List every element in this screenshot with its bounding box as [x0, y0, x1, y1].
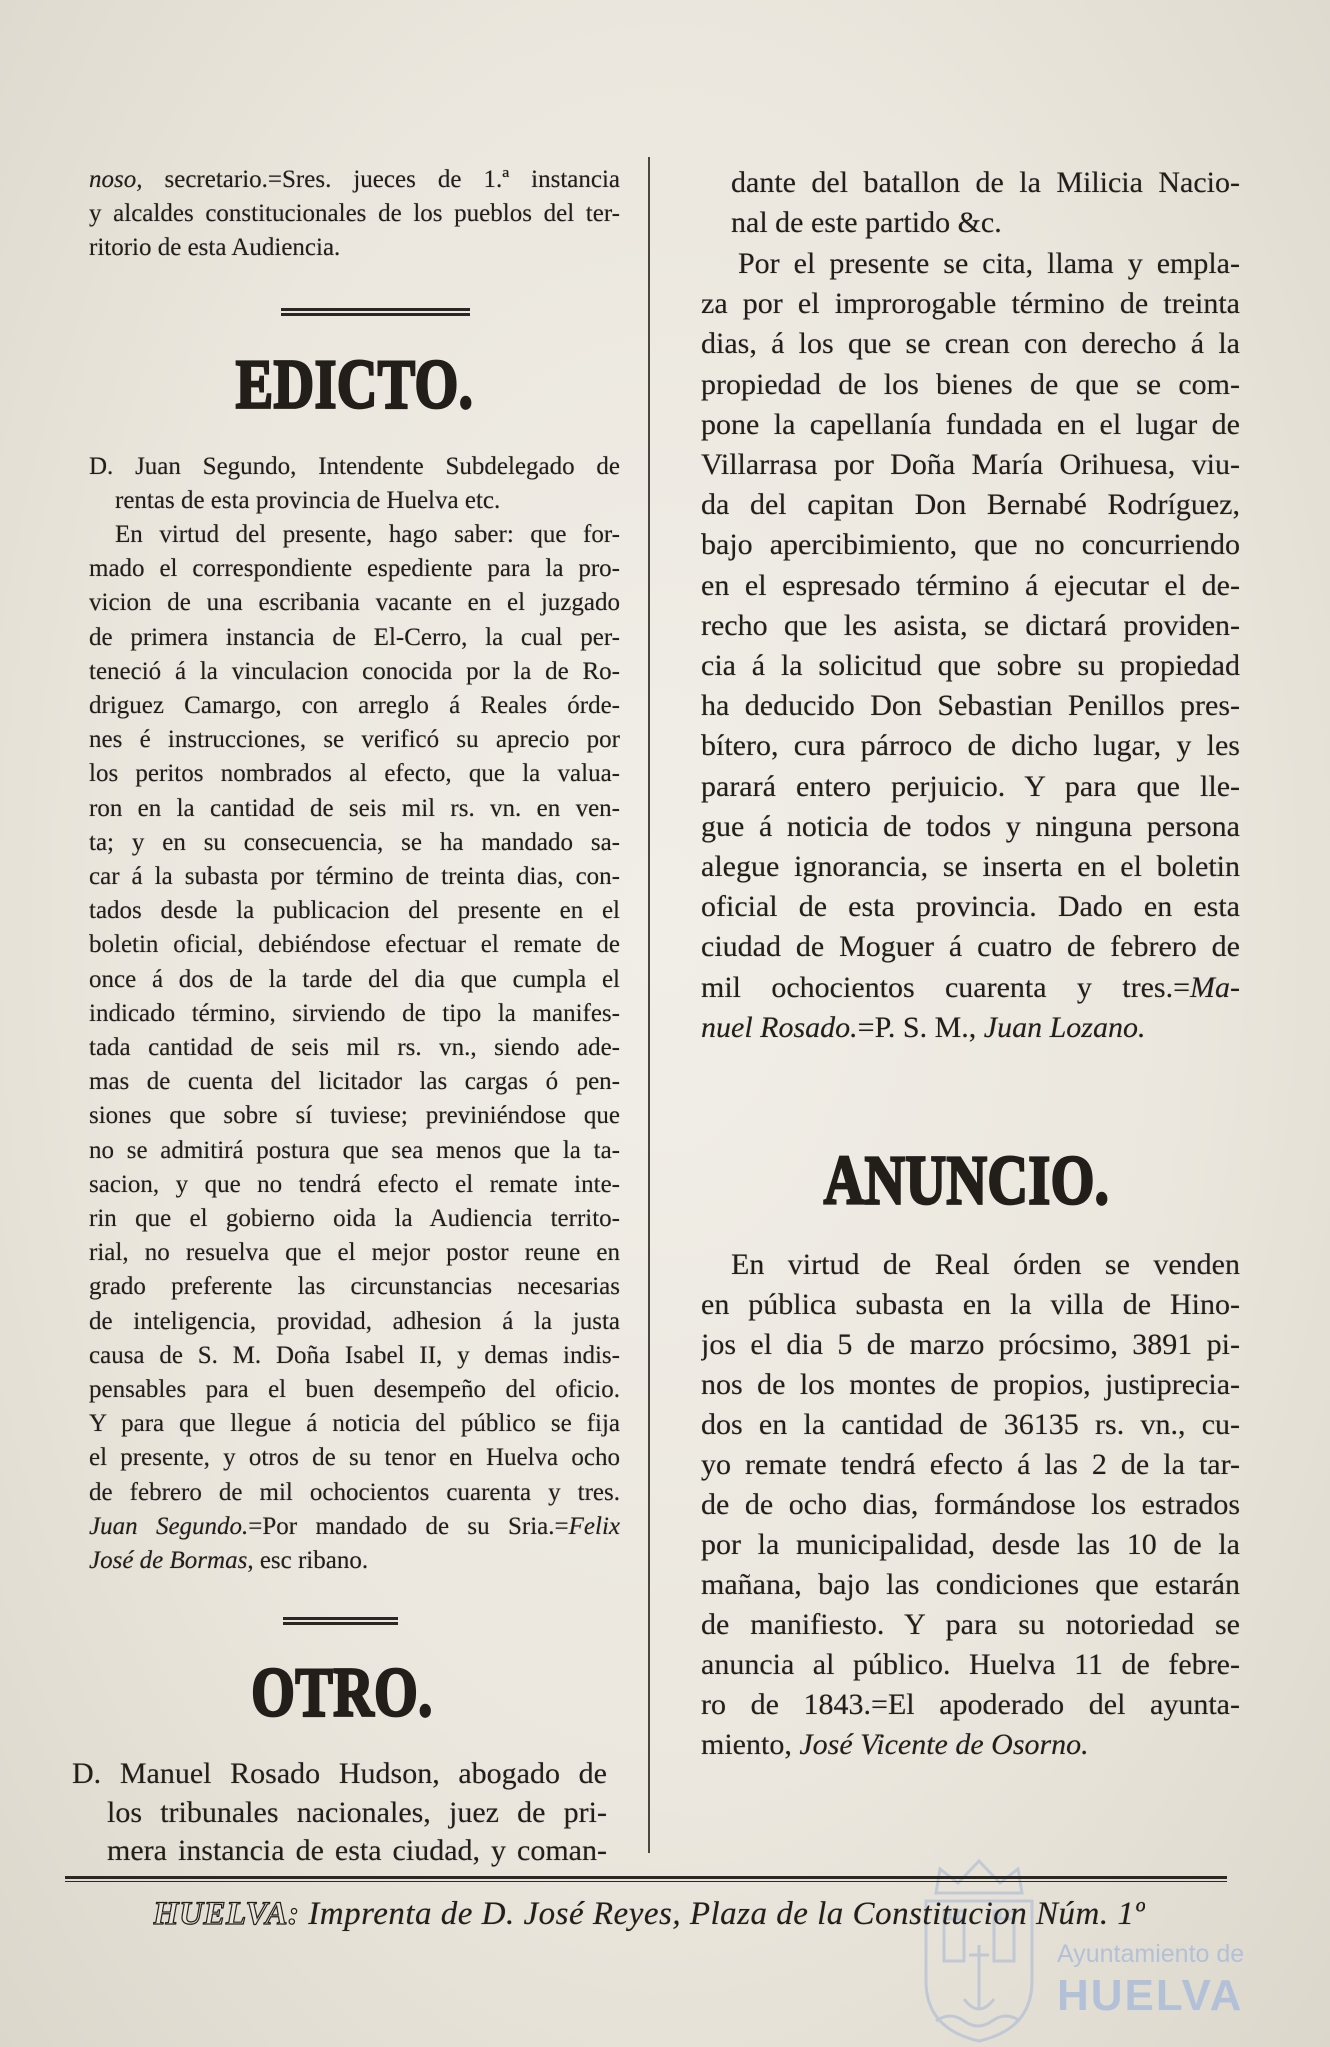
anuncio-heading: ANUNCIO.: [823, 1142, 1110, 1220]
text-segment: gue á noticia de todos y ninguna persona: [701, 809, 1240, 843]
text-segment: car á la subasta por término de treinta dias, con-: [89, 863, 620, 891]
text-segment: no se admitirá postura que sea menos que la ta-: [89, 1136, 620, 1164]
watermark-text-line2: HUELVA: [1057, 1971, 1244, 2020]
text-segment: ta; y en su consecuencia, se ha mandado sa-: [89, 828, 620, 856]
text-line: [701, 1365, 1240, 1405]
text-segment: bítero, cura párroco de dicho lugar, y les: [701, 729, 1240, 763]
text-line: [701, 485, 1240, 525]
text-segment: de febrero de mil ochocientos cuarenta y tres.: [89, 1478, 620, 1506]
text-segment: sacion, y que no tendrá efecto el remate inte-: [89, 1170, 620, 1198]
text-segment: ciudad de Moguer á cuatro de febrero de: [701, 930, 1240, 964]
text-segment: cia á la solicitud que sobre su propiedad: [701, 649, 1240, 683]
text-segment: dante del batallon de la Milicia Nacio-: [731, 166, 1240, 199]
text-line: [89, 1236, 620, 1270]
text-segment: alegue ignorancia, se inserta en el boletin: [701, 850, 1240, 884]
text-segment: de de ocho dias, formándose los estrados: [701, 1488, 1240, 1521]
text-segment: Por el presente se cita, llama y empla-: [738, 247, 1240, 280]
text-line: [701, 1405, 1240, 1445]
text-line: [701, 726, 1240, 766]
text-line: [89, 1407, 620, 1441]
text-segment: parará entero perjuicio. Y para que lle-: [701, 769, 1240, 803]
text-segment: Villarrasa por Doña María Orihuesa, viu-: [701, 448, 1240, 482]
text-line: [701, 847, 1240, 887]
text-segment: causa de S. M. Doña Isabel II, y demas indis-: [89, 1341, 620, 1369]
text-line: [72, 1794, 607, 1833]
text-line: [89, 552, 620, 586]
edicto-body: [89, 518, 620, 1578]
text-line: [701, 1565, 1240, 1605]
text-line: [701, 284, 1240, 324]
text-line: [89, 1031, 620, 1065]
text-line: [89, 1168, 620, 1202]
watermark-text-line1: Ayuntamiento de: [1057, 1940, 1245, 1968]
text-segment: ritorio de esta Audiencia.: [89, 234, 341, 261]
italic-text: nuel Rosado.: [701, 1010, 858, 1044]
text-line: [701, 1485, 1240, 1525]
text-segment: rial, no resuelva que el mejor postor reune en: [89, 1239, 620, 1267]
text-line: [701, 767, 1240, 807]
text-segment: vicion de una escribania vacante en el juzgado: [89, 589, 620, 617]
text-segment: dos en la cantidad de 36135 rs. vn., cu-: [701, 1408, 1240, 1441]
text-line: [701, 1445, 1240, 1485]
text-segment: rentas de esta provincia de Huelva etc.: [115, 487, 501, 515]
text-line: [701, 566, 1240, 606]
text-line: [731, 203, 1240, 243]
text-line: [701, 1525, 1240, 1565]
otro-heading: OTRO.: [251, 1654, 433, 1732]
text-segment: los tribunales nacionales, juez de pri-: [107, 1795, 607, 1829]
imprint-text: Imprenta de D. José Reyes, Plaza de la Constitucion Núm. 1º: [308, 1896, 1146, 1932]
text-line: [89, 1510, 620, 1544]
text-line: [89, 586, 620, 620]
text-line: [89, 163, 620, 197]
text-line: [89, 792, 620, 826]
text-segment: En virtud de Real órden se venden: [731, 1248, 1240, 1281]
text-segment: tados desde la publicacion del presente en el: [89, 897, 620, 925]
italic-text: Juan Segundo.: [89, 1512, 249, 1540]
edicto-intro: [89, 450, 620, 518]
text-line: [701, 1605, 1240, 1645]
text-segment: da del capitan Don Bernabé Rodríguez,: [701, 488, 1240, 522]
italic-text: noso,: [89, 166, 143, 193]
otro-body: [701, 244, 1240, 1048]
text-line: [701, 1285, 1240, 1325]
text-segment: za por el improrogable término de treinta: [701, 287, 1240, 321]
text-segment: nal de este partido &c.: [731, 206, 1002, 240]
text-line: [89, 1339, 620, 1373]
text-segment: bajo apercibimiento, que no concurriendo: [701, 528, 1240, 562]
text-line: [701, 927, 1240, 967]
text-segment: dias, á los que se crean con derecho á la: [701, 327, 1240, 361]
text-line: [701, 445, 1240, 485]
italic-text: Juan Lozano.: [983, 1010, 1146, 1044]
text-line: [701, 1325, 1240, 1365]
text-line: [89, 826, 620, 860]
text-line: [701, 405, 1240, 445]
text-segment: yo remate tendrá efecto á las 2 de la tar-: [701, 1448, 1240, 1481]
double-rule: [283, 1617, 398, 1625]
text-line: [89, 894, 620, 928]
text-segment: ron en la cantidad de seis mil rs. vn. en ven-: [89, 794, 620, 822]
text-line: [731, 163, 1240, 203]
imprint-place: HUELVA:: [153, 1896, 300, 1932]
edicto-heading: EDICTO.: [235, 346, 474, 424]
text-segment: de manifiesto. Y para su notoriedad se: [701, 1608, 1240, 1641]
text-line: [89, 450, 620, 484]
text-line: [89, 655, 620, 689]
text-segment: en pública subasta en la villa de Hino-: [701, 1288, 1240, 1321]
text-line: [89, 997, 620, 1031]
text-line: [701, 324, 1240, 364]
double-rule: [281, 308, 470, 316]
text-segment: jos el dia 5 de marzo prócsimo, 3891 pi-: [701, 1328, 1240, 1361]
text-line: [701, 1245, 1240, 1285]
text-line: [89, 1373, 620, 1407]
text-segment: ro de 1843.=El apoderado del ayunta-: [701, 1688, 1240, 1721]
text-segment: siones que sobre sí tuviese; previniéndose que: [89, 1102, 620, 1130]
text-line: [701, 525, 1240, 565]
text-line: [701, 606, 1240, 646]
text-line: [89, 1305, 620, 1339]
italic-text: José de Bormas: [89, 1547, 248, 1575]
text-segment: mil ochocientos cuarenta y tres.=: [701, 970, 1191, 1004]
text-segment: mado el correspondiente espediente para la pro-: [89, 555, 620, 583]
italic-text: Ma-: [1190, 970, 1240, 1004]
text-segment: D. Juan Segundo, Intendente Subdelegado de: [89, 453, 620, 480]
text-segment: , esc ribano.: [247, 1547, 369, 1575]
text-segment: tada cantidad de seis mil rs. vn., siendo ade-: [89, 1034, 620, 1062]
text-segment: pensables para el buen desempeño del oficio.: [89, 1376, 620, 1404]
column-divider: [648, 157, 650, 1853]
text-line: [89, 1202, 620, 1236]
text-line: [89, 197, 620, 231]
text-line: [701, 1725, 1240, 1765]
text-segment: once á dos de la tarde del dia que cumpla el: [89, 965, 620, 993]
text-segment: y alcaldes constitucionales de los pueblos del ter-: [89, 200, 620, 227]
text-line: [701, 244, 1240, 284]
text-line: [701, 1645, 1240, 1685]
footer-rule: [65, 1876, 1227, 1882]
text-line: [701, 887, 1240, 927]
text-segment: rin que el gobierno oida la Audiencia territo-: [89, 1205, 620, 1233]
text-line: [701, 968, 1240, 1008]
text-line: [89, 1441, 620, 1475]
text-line: [89, 963, 620, 997]
text-segment: secretario.=Sres. jueces de 1.ª instancia: [142, 166, 620, 193]
text-line: [89, 1099, 620, 1133]
text-line: [701, 807, 1240, 847]
text-segment: boletin oficial, debiéndose efectuar el remate de: [89, 931, 620, 959]
text-segment: Y para que llegue á noticia del público se fija: [89, 1410, 620, 1438]
text-line: [89, 1476, 620, 1510]
text-line: [701, 686, 1240, 726]
text-segment: nes é instrucciones, se verificó su aprecio por: [89, 726, 620, 754]
text-segment: grado preferente las circunstancias necesarias: [89, 1273, 620, 1301]
otro-intro-left: [72, 1755, 607, 1871]
text-segment: =Por mandado de su Sria.=: [248, 1512, 569, 1540]
text-line: [89, 723, 620, 757]
italic-text: Felix: [568, 1512, 620, 1540]
text-line: [89, 1544, 620, 1578]
otro-intro-right: [731, 163, 1240, 243]
text-line: [89, 484, 620, 518]
text-segment: nos de los montes de propios, justiprecia-: [701, 1368, 1240, 1401]
text-line: [89, 518, 620, 552]
text-line: [701, 646, 1240, 686]
imprint-footer: [153, 1894, 1145, 1934]
text-segment: recho que les asista, se dictará providen-: [701, 608, 1240, 642]
text-line: [89, 757, 620, 791]
text-line: [89, 928, 620, 962]
italic-text: José Vicente de Osorno.: [799, 1728, 1089, 1761]
text-segment: En virtud del presente, hago saber: que for-: [115, 521, 620, 548]
text-line: [89, 1270, 620, 1304]
text-segment: anuncia al público. Huelva 11 de febre-: [701, 1648, 1240, 1681]
text-line: [72, 1832, 607, 1871]
text-segment: driguez Camargo, con arreglo á Reales órde-: [89, 692, 620, 720]
text-segment: teneció á la vinculacion conocida por la de Ro-: [89, 657, 620, 685]
text-line: [701, 1685, 1240, 1725]
text-segment: indicado término, sirviendo de tipo la manifes-: [89, 999, 620, 1027]
text-line: [89, 621, 620, 655]
text-segment: el presente, y otros de su tenor en Huelva ocho: [89, 1444, 620, 1472]
text-segment: mas de cuenta del licitador las cargas ó pen-: [89, 1068, 620, 1096]
text-segment: D. Manuel Rosado Hudson, abogado de: [72, 1757, 607, 1790]
text-segment: propiedad de los bienes de que se com-: [701, 367, 1240, 401]
text-line: [89, 689, 620, 723]
text-segment: mera instancia de esta ciudad, y coman-: [107, 1834, 607, 1867]
text-line: [89, 1134, 620, 1168]
text-segment: en el espresado término á ejecutar el de-: [701, 568, 1240, 602]
text-segment: de primera instancia de El-Cerro, la cual per-: [89, 623, 620, 651]
text-segment: los peritos nombrados al efecto, que la valua-: [89, 760, 620, 788]
anuncio-body: [701, 1245, 1240, 1765]
text-segment: por la municipalidad, desde las 10 de la: [701, 1528, 1240, 1561]
text-line: [89, 231, 620, 265]
text-line: [701, 1008, 1240, 1048]
text-line: [89, 860, 620, 894]
text-segment: =P. S. M.,: [857, 1010, 984, 1044]
text-segment: pone la capellanía fundada en el lugar de: [701, 407, 1240, 441]
text-segment: miento,: [701, 1728, 800, 1761]
text-segment: oficial de esta provincia. Dado en esta: [701, 890, 1240, 924]
text-segment: ha deducido Don Sebastian Penillos pres-: [701, 689, 1240, 723]
text-segment: mañana, bajo las condiciones que estarán: [701, 1568, 1240, 1601]
text-line: [72, 1755, 607, 1794]
text-segment: de inteligencia, providad, adhesion á la justa: [89, 1307, 620, 1335]
previous-notice-text: [89, 163, 620, 265]
text-line: [89, 1065, 620, 1099]
text-line: [701, 365, 1240, 405]
